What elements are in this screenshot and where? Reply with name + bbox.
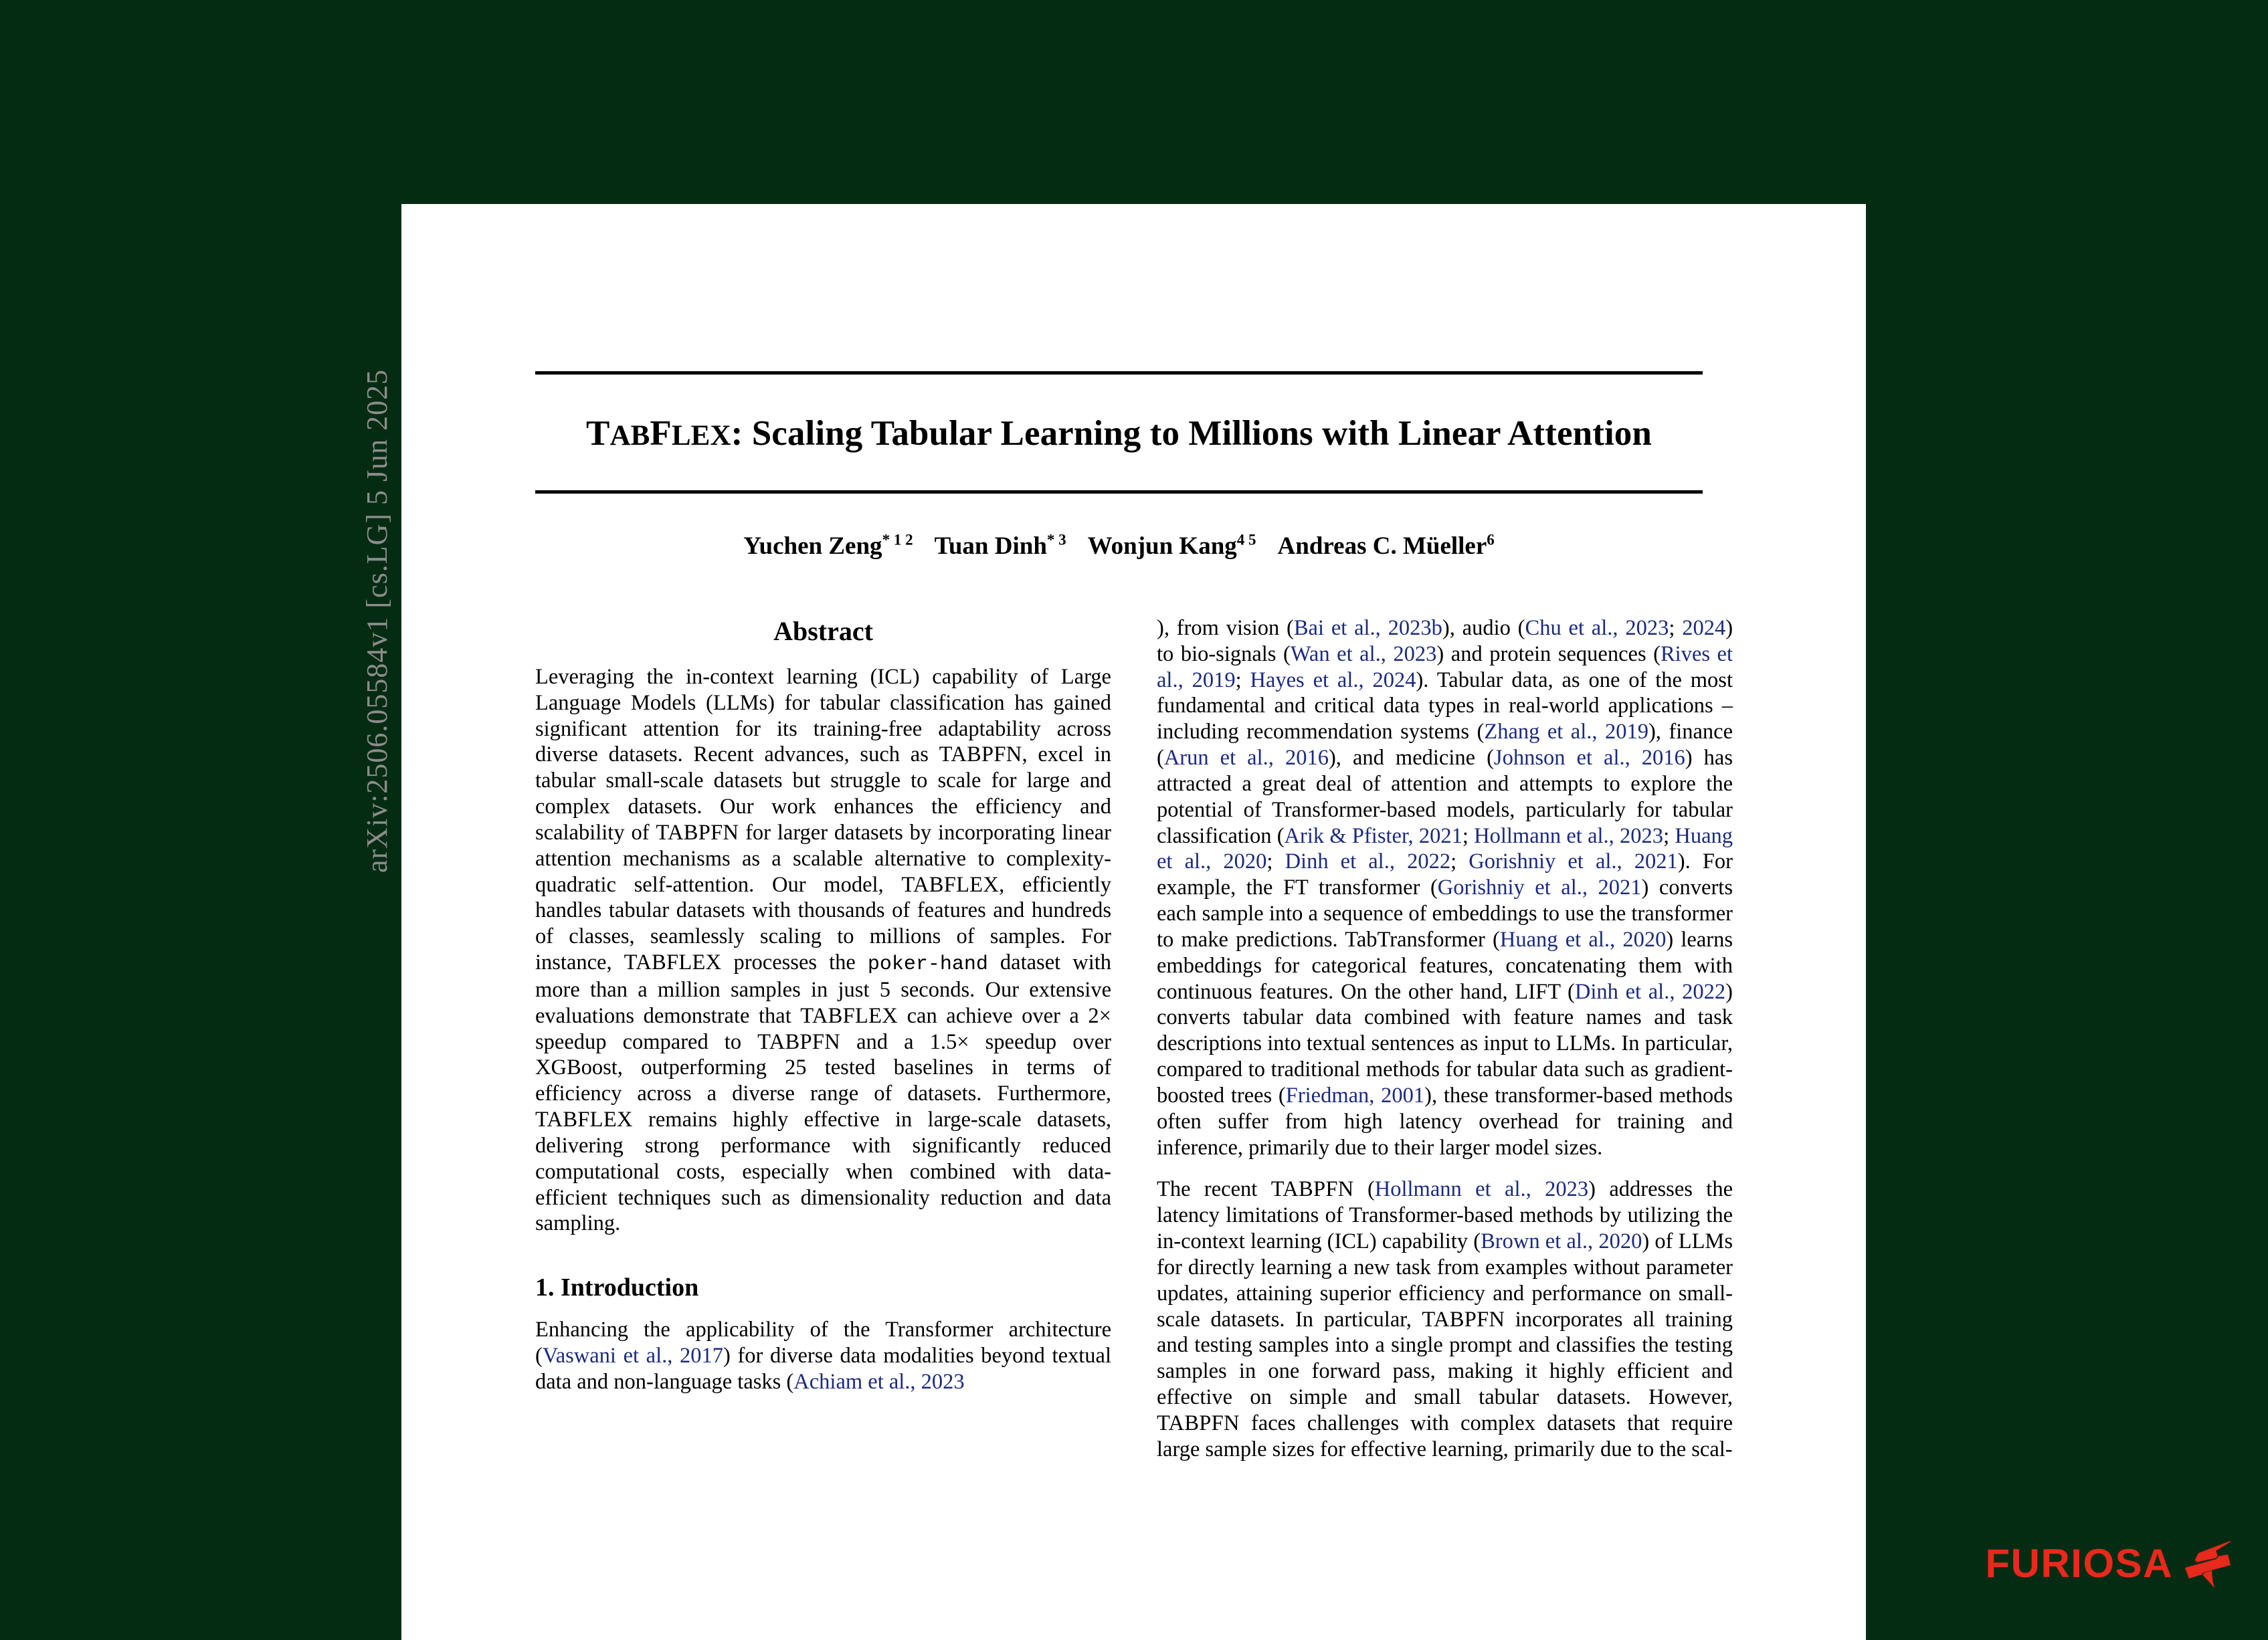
citation-link[interactable]: Zhang et al., 2019 (1484, 720, 1648, 744)
tabpfn-mention: TABPFN (939, 742, 1022, 767)
title-block (535, 371, 1703, 494)
title-smallcaps-lex: LEX (671, 420, 731, 451)
intro-seg: ). For example, the FT transformer ( (1157, 849, 1733, 900)
author-name: Andreas C. Müeller (1277, 532, 1487, 560)
citation-link[interactable]: Hayes et al., 2024 (1250, 668, 1416, 692)
intro-seg: ( (1353, 1177, 1375, 1202)
abstract-heading: Abstract (773, 616, 873, 646)
intro-seg: ) learns embeddings for categorical features, concatenating them with continuous features. On the other hand, LIFT ( (1157, 927, 1733, 1004)
title-smallcaps-ab: AB (609, 420, 650, 451)
tabpfn-mention: TABPFN (1270, 1177, 1354, 1202)
right-column (1157, 615, 1733, 1463)
citation-link[interactable]: Arun et al., 2016 (1163, 746, 1329, 771)
citation-link[interactable]: Bai et al., 2023b (1293, 616, 1442, 640)
intro-seg: ), from vision ( (1157, 616, 1294, 640)
intro-seg: ; (1669, 616, 1683, 640)
introduction-paragraph-1-left (535, 1317, 1111, 1395)
title-rest: : Scaling Tabular Learning to Millions with Linear Attention (731, 414, 1652, 453)
tabflex-mention: TABFLEX (535, 1108, 633, 1132)
arxiv-stamp: arXiv:2506.05584v1 [cs.LG] 5 Jun 2025 (361, 369, 393, 873)
dataset-name: poker-hand (867, 953, 988, 977)
tabflex-mention: TABFLEX (624, 950, 722, 975)
author-entry (935, 532, 1066, 560)
citation-link[interactable]: Dinh et al., 2022 (1285, 849, 1451, 874)
left-column (535, 615, 1111, 1463)
citation-link[interactable]: Huang et al., 2020 (1499, 927, 1667, 952)
intro-seg: Enhancing the applicability of the Transformer architecture ( (535, 1318, 1111, 1368)
citation-link[interactable]: Hollmann et al., 2023 (1374, 1177, 1589, 1202)
intro-seg: incorporates all training and testing samples into a single prompt and classifies the testing samples in one forward pass, making it highly efficient and effective on simple and small tabular datasets. However, (1157, 1307, 1733, 1410)
intro-seg: ), audio ( (1442, 616, 1525, 640)
author-entry (1278, 532, 1495, 560)
citation-link[interactable]: Rives et al., 2019 (1157, 641, 1733, 692)
citation-link[interactable]: Hollmann et al., 2023 (1474, 823, 1664, 848)
intro-seg: ; (1663, 823, 1675, 848)
abstract-seg: Leveraging the in-context learning (ICL) capability of Large Language Models (LLMs) for tabular classification has gained significant attention for its training-free adaptability across diverse datasets. Recent advances, such as (535, 665, 1111, 767)
intro-seg: ), finance ( (1157, 720, 1733, 771)
citation-link[interactable]: 2024 (1682, 616, 1726, 640)
tabflex-mention: TABFLEX (901, 872, 1000, 897)
lightning-bolt-icon (2185, 1538, 2233, 1588)
intro-seg: ) and protein sequences ( (1436, 641, 1661, 666)
citation-link[interactable]: Dinh et al., 2022 (1574, 979, 1726, 1004)
paper-page-sheet (361, 204, 1866, 1640)
title-smallcaps-t: T (586, 414, 610, 453)
intro-seg: ), and medicine ( (1328, 746, 1494, 771)
page-title (535, 375, 1703, 490)
intro-seg: ; (1266, 849, 1285, 874)
citation-link[interactable]: Vaswani et al., 2017 (542, 1344, 723, 1368)
citation-link[interactable]: Gorishniy et al., 2021 (1437, 876, 1642, 900)
abstract-seg: dataset with more than a million samples in just 5 seconds. Our extensive evaluations demonstrate that (535, 950, 1112, 1028)
intro-seg: ) converts tabular data combined with feature names and task descriptions into textual sentences as input to LLMs. In particular, compared to traditional methods for tabular data such as gradient-boosted trees ( (1157, 979, 1733, 1108)
author-affiliation: 4 5 (1236, 532, 1256, 548)
furiosa-logo (1986, 1538, 2234, 1588)
abstract-seg: processes the (721, 950, 868, 975)
intro-seg: ; (1462, 823, 1475, 848)
author-affiliation: 6 (1487, 532, 1495, 548)
author-list (535, 532, 1703, 560)
intro-seg: ) converts each sample into a sequence of embeddings to use the transformer to make predictions. TabTransformer ( (1157, 876, 1733, 952)
citation-link[interactable]: Johnson et al., 2016 (1493, 746, 1685, 771)
abstract-seg: and a 1.5× speedup over XGBoost, outperforming 25 tested baselines in terms of efficiency across a diverse range of datasets. Furthermore, (535, 1029, 1111, 1106)
citation-link[interactable]: Chu et al., 2023 (1525, 616, 1669, 640)
introduction-paragraph-2 (1157, 1176, 1733, 1462)
citation-link[interactable]: Huang et al., 2020 (1157, 823, 1733, 874)
introduction-paragraph-1-right (1157, 615, 1733, 1160)
intro-seg: ; (1450, 849, 1469, 874)
citation-link[interactable]: Gorishniy et al., 2021 (1469, 849, 1678, 874)
abstract-seg: can achieve over a 2× speedup compared to (535, 1003, 1111, 1054)
abstract-seg: , excel in tabular small-scale datasets but struggle to scale for large and complex datasets. Our work enhances the efficiency and scalability of (535, 742, 1111, 845)
two-column-body (535, 615, 1733, 1463)
intro-seg: ; (1235, 668, 1250, 692)
citation-link[interactable]: Wan et al., 2023 (1290, 641, 1437, 666)
citation-link[interactable]: Achiam et al., 2023 (793, 1369, 965, 1394)
citation-link[interactable]: Arik & Pfister, 2021 (1284, 823, 1462, 848)
abstract-seg: remains highly effective in large-scale datasets, delivering strong performance with significantly reduced computational costs, especially when combined with data-efficient techniques such as dimensionality reduction and data sampling. (535, 1108, 1111, 1236)
author-name: Tuan Dinh (934, 532, 1047, 560)
intro-seg: ) for diverse data modalities beyond textual data and non-language tasks ( (535, 1344, 1111, 1394)
intro-seg: ) to bio-signals ( (1157, 616, 1733, 666)
title-smallcaps-f: F (650, 414, 672, 453)
intro-seg: faces challenges with complex datasets that require large sample sizes for effective learning, primarily due to the scal- (1157, 1411, 1733, 1461)
tabflex-mention: TABFLEX (800, 1003, 899, 1028)
intro-seg: ), these transformer-based methods often suffer from high latency overhead for training and inference, primarily due to their larger model sizes. (1157, 1083, 1733, 1160)
author-name: Yuchen Zeng (743, 532, 882, 560)
tabpfn-mention: TABPFN (1157, 1411, 1240, 1435)
intro-seg: ) addresses the latency limitations of Transformer-based methods by utilizing the in-context learning (ICL) capability ( (1157, 1177, 1733, 1254)
tabpfn-mention: TABPFN (757, 1029, 840, 1054)
intro-seg: ) of LLMs for directly learning a new task from examples without parameter updates, attaining superior efficiency and performance on small-scale datasets. In particular, (1157, 1229, 1733, 1332)
intro-seg: ). Tabular data, as one of the most fundamental and critical data types in real-world applications – including recommendation systems ( (1157, 668, 1733, 744)
abstract-seg: for larger datasets by incorporating linear attention mechanisms as a scalable alternative to complexity-quadratic self-attention. Our model, (535, 820, 1111, 897)
abstract-seg: , efficiently handles tabular datasets with thousands of features and hundreds of classes, seamlessly scaling to millions of samples. For instance, (535, 872, 1112, 975)
author-name: Wonjun Kang (1087, 532, 1237, 560)
author-entry (743, 532, 913, 560)
abstract-text (535, 664, 1111, 1237)
furiosa-wordmark: FURIOSA (1985, 1540, 2173, 1586)
citation-link[interactable]: Brown et al., 2020 (1481, 1229, 1642, 1254)
intro-seg: The recent (1157, 1177, 1271, 1202)
tabpfn-mention: TABPFN (1422, 1307, 1505, 1332)
author-affiliation: * 1 2 (882, 532, 913, 548)
paragraph-gap (1157, 1160, 1733, 1176)
intro-seg: ) has attracted a great deal of attention and attempts to explore the potential of Transformer-based models, particularly for tabular classification ( (1157, 746, 1733, 848)
citation-link[interactable]: Friedman, 2001 (1285, 1083, 1425, 1108)
section-heading-introduction: 1. Introduction (535, 1273, 699, 1302)
author-affiliation: * 3 (1046, 532, 1066, 548)
tabpfn-mention: TABPFN (656, 820, 739, 845)
title-rule-bottom (535, 490, 1703, 494)
author-entry (1088, 532, 1256, 560)
